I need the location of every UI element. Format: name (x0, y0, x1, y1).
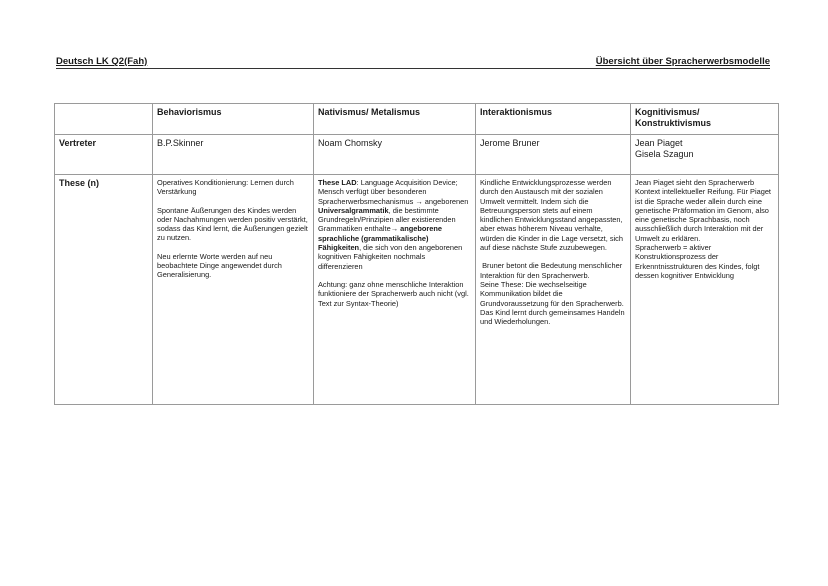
cell-these-kognitivismus (631, 175, 779, 405)
paragraph: Jean Piaget sieht den Spracherwerb Kontext intellektueller Reifung. Für Piaget ist die Sprache weder allein durch eine genetische Präformation im Genom, also eine genetische Sprachbasis, noch ausschließlich durch Interaktion mit der Umwelt zu erklären. (635, 178, 771, 243)
cell-vertreter-interaktionismus: Jerome Bruner (476, 135, 631, 175)
cell-these-nativismus (314, 175, 476, 405)
text: : Language Acquisition Device; Mensch verfügt über besonderen Spracherwerbsmechanismus → angeborenen (318, 178, 469, 206)
bold-term: Universalgrammatik (318, 205, 389, 215)
header-cell-kognitivismus: Kognitivismus/ Konstruktivismus (631, 104, 779, 135)
header-cell-nativismus: Nativismus/ Metalismus (314, 104, 476, 135)
row-label-these: These (n) (55, 175, 153, 405)
row-label-vertreter: Vertreter (55, 135, 153, 175)
bold-term: angeborene sprachliche (grammatikalische) Fähigkeiten (318, 224, 443, 253)
cell-vertreter-kognitivismus (631, 135, 779, 175)
cell-vertreter-nativismus: Noam Chomsky (314, 135, 476, 175)
cell-vertreter-behaviorismus: B.P.Skinner (153, 135, 314, 175)
table-row-these (55, 175, 779, 405)
page-header (56, 56, 770, 69)
paragraph: Spontane Äußerungen des Kindes werden oder Nachahmungen werden positiv verstärkt, sodass das Kind lernt, die Äußerungen gezielt zu nutzen. (157, 205, 308, 243)
paragraph (318, 178, 471, 271)
paragraph: Kindliche Entwicklungsprozesse werden durch den Austausch mit der sozialen Umwelt vermittelt. Indem sich die Betreuungsperson stets auf einem kindlichen Entwicklungsstand angepassten, aber etwas höherem Niveau verhalte, würden die Kinder in die Lage versetzt, sich auf diese nächste Stufe zuzubewegen. (480, 178, 623, 253)
paragraph: Neu erlernte Worte werden auf neu beobachtete Dinge angewendet durch Generalisierung. (157, 251, 282, 280)
header-cell-behaviorismus: Behaviorismus (153, 104, 314, 135)
language-acquisition-table (54, 103, 779, 405)
paragraph: Operatives Konditionierung: Lernen durch Verstärkung (157, 178, 294, 197)
paragraph: Seine These: Die wechselseitige Kommunikation bildet die Grundvoraussetzung für den Spracherwerb. Das Kind lernt durch gemeinsames Handeln und Wiederholungen. (480, 279, 625, 327)
paragraph: Spracherwerb = aktiver Konstruktionsprozess der Erkenntnisstrukturen des Kindes, folgt dessen kognitiver Entwicklung (635, 243, 760, 280)
document-title: Übersicht über Spracherwerbsmodelle (595, 56, 770, 67)
header-cell-empty (55, 104, 153, 135)
table-header-row (55, 104, 779, 135)
text: , die sich von den angeborenen kognitiven Fähigkeiten nochmals differenzieren (318, 243, 463, 271)
text: , die bestimmte Grundregeln/Prinzipien aller existierenden Grammatiken enthalte→ (318, 205, 456, 234)
bold-term: These LAD (318, 178, 357, 187)
cell-these-behaviorismus (153, 175, 314, 405)
header-cell-interaktionismus: Interaktionismus (476, 104, 631, 135)
paragraph: Bruner betont die Bedeutung menschlicher Interaktion für den Spracherwerb. (480, 261, 625, 280)
table-row-vertreter (55, 135, 779, 175)
representative-szagun: Gisela Szagun (635, 149, 694, 159)
course-title: Deutsch LK Q2(Fah) (56, 56, 148, 67)
paragraph: Achtung: ganz ohne menschliche Interaktion funktioniere der Spracherwerb auch nicht (vgl. Text zur Syntax-Theorie) (318, 279, 469, 308)
representative-piaget: Jean Piaget (635, 138, 683, 148)
cell-these-interaktionismus (476, 175, 631, 405)
